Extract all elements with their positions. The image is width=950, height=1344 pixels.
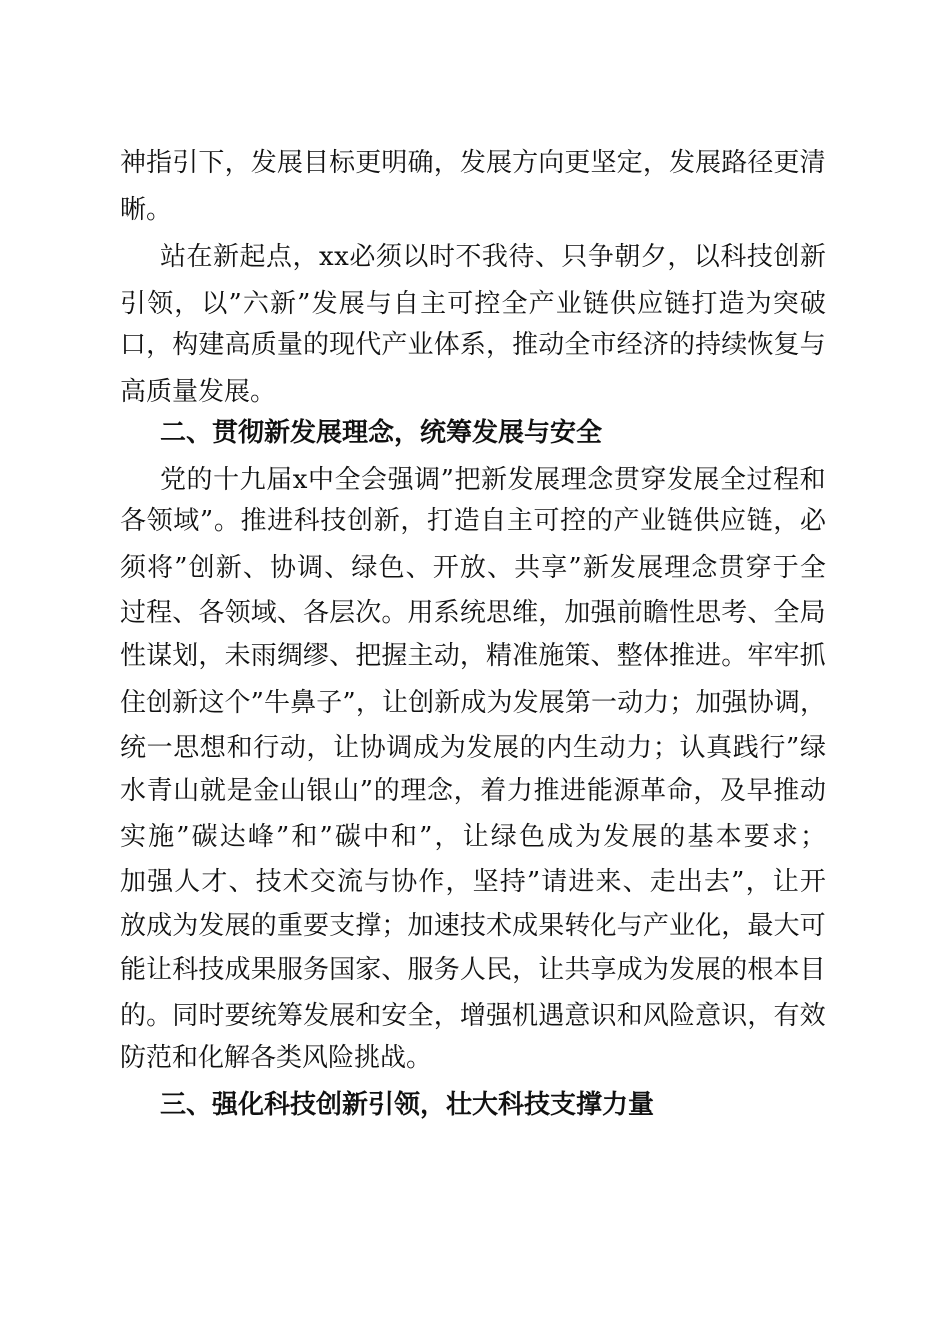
text-line: 放 成 为 发 展 的 重 要 支 撑 ； 加 速 技 术 成 果 转 化 与 产 业 化 ， 最 大 可 <box>120 911 826 941</box>
text-line: 水 青 山 就 是 金 山 银 山 ” 的 理 念 ， 着 力 推 进 能 源 革 命 ， 及 早 推 动 <box>120 776 826 806</box>
text-line: 实 施 ” 碳 达 峰 ” 和 ” 碳 中 和 ” ， 让 绿 色 成 为 发 展 的 基 本 要 求 ； <box>120 822 826 852</box>
section-heading: 三、强化科技创新引领，壮大科技支撑力量 <box>160 1090 655 1120</box>
text-line: 性 谋 划 ， 未 雨 绸 缪 、 把 握 主 动 ， 精 准 施 策 、 整 体 推 进 。 牢 牢 抓 <box>120 641 826 671</box>
text-line: 统 一 思 想 和 行 动 ， 让 协 调 成 为 发 展 的 内 生 动 力 ； 认 真 践 行 ” 绿 <box>120 733 826 763</box>
text-line: 引 领 ， 以 ” 六 新 ” 发 展 与 自 主 可 控 全 产 业 链 供 应 链 打 造 为 突 破 <box>120 289 826 319</box>
text-line: 口 ， 构 建 高 质 量 的 现 代 产 业 体 系 ， 推 动 全 市 经 济 的 持 续 恢 复 与 <box>120 330 826 360</box>
section-heading: 二、贯彻新发展理念，统筹发展与安全 <box>160 418 603 448</box>
text-line: 神 指 引 下 ， 发 展 目 标 更 明 确 ， 发 展 方 向 更 坚 定 ， 发 展 路 径 更 清 <box>120 148 826 178</box>
text-line: 住 创 新 这 个 ” 牛 鼻 子 ” ， 让 创 新 成 为 发 展 第 一 动 力 ； 加 强 协 调 ， <box>120 688 826 718</box>
text-line: 防范和化解各类风险挑战。 <box>120 1043 433 1073</box>
text-line: 的 。 同 时 要 统 筹 发 展 和 安 全 ， 增 强 机 遇 意 识 和 风 险 意 识 ， 有 效 <box>120 1001 826 1031</box>
text-line: 能 让 科 技 成 果 服 务 国 家 、 服 务 人 民 ， 让 共 享 成 为 发 展 的 根 本 目 <box>120 955 826 985</box>
text-line: 过 程 、 各 领 域 、 各 层 次 。 用 系 统 思 维 ， 加 强 前 瞻 性 思 考 、 全 局 <box>120 598 826 628</box>
text-line: 各 领 域 ” 。 推 进 科 技 创 新 ， 打 造 自 主 可 控 的 产 业 链 供 应 链 ， 必 <box>120 506 826 536</box>
text-line: 站 在 新 起 点 ， x x 必 须 以 时 不 我 待 、 只 争 朝 夕 ， 以 科 技 创 新 <box>160 242 826 272</box>
text-line: 党 的 十 九 届 x 中 全 会 强 调 ” 把 新 发 展 理 念 贯 穿 发 展 全 过 程 和 <box>160 465 826 495</box>
text-line: 须 将 ” 创 新 、 协 调 、 绿 色 、 开 放 、 共 享 ” 新 发 展 理 念 贯 穿 于 全 <box>120 553 826 583</box>
text-line: 高质量发展。 <box>120 377 277 407</box>
text-line: 加 强 人 才 、 技 术 交 流 与 协 作 ， 坚 持 ” 请 进 来 、 走 出 去 ” ， 让 开 <box>120 867 826 897</box>
text-line: 晰。 <box>120 195 173 225</box>
